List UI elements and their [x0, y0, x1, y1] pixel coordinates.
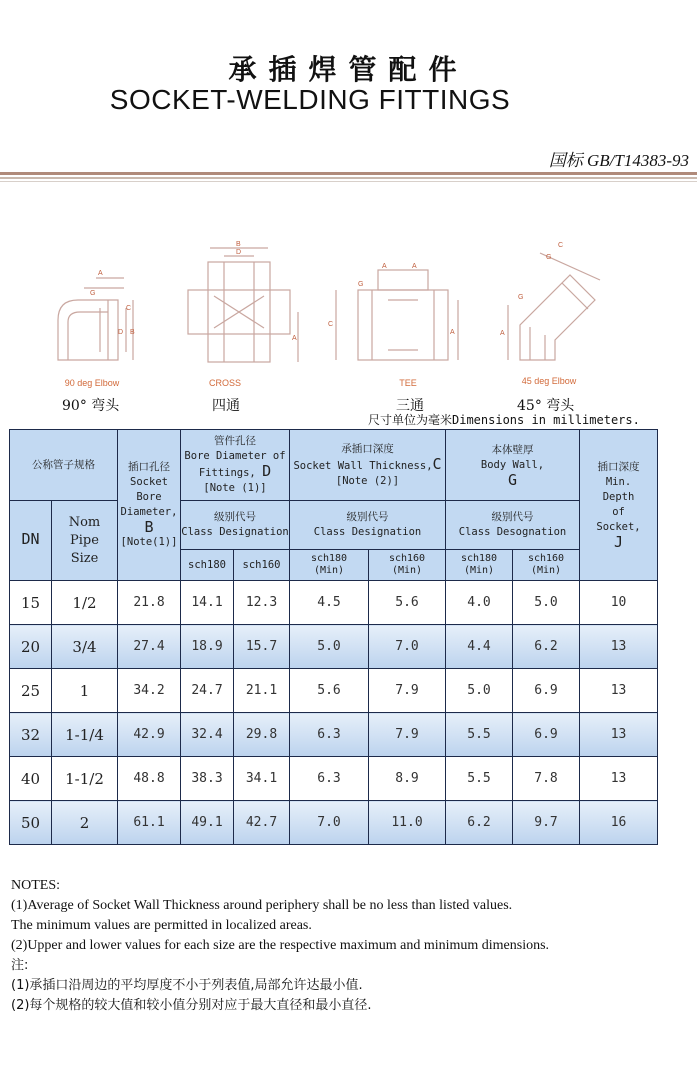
- svg-text:G: G: [90, 290, 96, 297]
- header-divider: [0, 172, 697, 175]
- table-row: [10, 801, 658, 845]
- table-row: [10, 625, 658, 669]
- table-cell: 40: [10, 757, 52, 801]
- table-cell: 34.2: [118, 669, 181, 713]
- header-body-wall: 本体壁厚 Body Wall, G: [446, 430, 580, 501]
- header-sch160: sch160: [234, 550, 290, 581]
- table-cell: 7.9: [369, 669, 446, 713]
- header-sch160-min: sch160 (Min): [369, 550, 446, 581]
- table-cell: 1/2: [52, 581, 118, 625]
- fig-label-elbow-90: 90 deg Elbow: [64, 378, 120, 388]
- fig-label-cross: CROSS: [208, 378, 241, 388]
- table-row: [10, 757, 658, 801]
- table-cell: 32: [10, 713, 52, 757]
- table-cell: 7.9: [369, 713, 446, 757]
- table-cell: 6.9: [513, 713, 580, 757]
- table-cell: 32.4: [181, 713, 234, 757]
- svg-text:A: A: [382, 263, 387, 270]
- header-sch180-min: sch180 (Min): [290, 550, 369, 581]
- table-cell: 34.1: [234, 757, 290, 801]
- table-row: [10, 713, 658, 757]
- elbow-45-drawing: [500, 235, 610, 370]
- header-sch180: sch180: [181, 550, 234, 581]
- header-socket-bore: 插口孔径 Socket Bore Diameter, B [Note(1)]: [118, 430, 181, 581]
- table-cell: 13: [580, 757, 658, 801]
- table-cell: 4.4: [446, 625, 513, 669]
- table-cell: 48.8: [118, 757, 181, 801]
- table-cell: 42.7: [234, 801, 290, 845]
- header-nps: Nom Pipe Size: [52, 501, 118, 581]
- fig-label-elbow-45: 45 deg Elbow: [521, 376, 577, 386]
- caption-cross: 四通: [212, 398, 240, 414]
- header-class-fitting: 级别代号 Class Designation: [181, 501, 290, 550]
- table-cell: 6.2: [513, 625, 580, 669]
- table-cell: 6.9: [513, 669, 580, 713]
- table-cell: 21.1: [234, 669, 290, 713]
- header-class-wall: 级别代号 Class Designation: [290, 501, 446, 550]
- note-line-cn: (2)每个规格的较大值和较小值分别对应于最大直径和最小直径.: [11, 998, 372, 1013]
- svg-text:G: G: [546, 254, 552, 261]
- table-cell: 61.1: [118, 801, 181, 845]
- table-row: [10, 669, 658, 713]
- table-cell: 1: [52, 669, 118, 713]
- table-cell: 20: [10, 625, 52, 669]
- table-cell: 9.7: [513, 801, 580, 845]
- note-line-cn: (1)承插口沿周边的平均厚度不小于列表值,局部允许达最小值.: [11, 978, 363, 993]
- table-cell: 4.5: [290, 581, 369, 625]
- tee-drawing: [328, 260, 468, 370]
- table-cell: 12.3: [234, 581, 290, 625]
- table-cell: 5.0: [513, 581, 580, 625]
- table-cell: 5.0: [290, 625, 369, 669]
- table-cell: 13: [580, 625, 658, 669]
- table-cell: 13: [580, 713, 658, 757]
- note-line: (1)Average of Socket Wall Thickness around periphery shall be no less than listed values.: [11, 898, 513, 913]
- svg-text:C: C: [126, 305, 132, 312]
- svg-text:A: A: [500, 330, 505, 337]
- title-en: SOCKET-WELDING FITTINGS: [109, 84, 511, 115]
- header-sch180-min: sch180 (Min): [446, 550, 513, 581]
- caption-elbow-90: 90° 弯头: [62, 398, 120, 414]
- table-cell: 5.0: [446, 669, 513, 713]
- header-socket-depth: 插口深度 Min. Depth of Socket, J: [580, 430, 658, 581]
- table-cell: 3/4: [52, 625, 118, 669]
- table-cell: 49.1: [181, 801, 234, 845]
- svg-text:D: D: [118, 329, 124, 336]
- header-dn: DN: [10, 501, 52, 581]
- table-row: [10, 581, 658, 625]
- svg-text:B: B: [130, 329, 135, 336]
- header-divider: [0, 177, 697, 179]
- svg-text:C: C: [558, 242, 564, 249]
- fittings-illustrations: [0, 230, 697, 390]
- table-cell: 6.3: [290, 757, 369, 801]
- svg-text:A: A: [450, 329, 455, 336]
- header-socket-wall: 承插口深度 Socket Wall Thickness,C [Note (2)]: [290, 430, 446, 501]
- cross-drawing: [180, 240, 310, 370]
- table-cell: 5.6: [369, 581, 446, 625]
- table-cell: 5.5: [446, 713, 513, 757]
- header-divider: [0, 181, 697, 182]
- table-cell: 8.9: [369, 757, 446, 801]
- table-cell: 7.0: [369, 625, 446, 669]
- table-cell: 50: [10, 801, 52, 845]
- svg-text:A: A: [412, 263, 417, 270]
- table-cell: 5.5: [446, 757, 513, 801]
- dimensions-note: 尺寸单位为毫米Dimensions in millimeters.: [368, 413, 640, 427]
- elbow-90-drawing: [38, 260, 168, 370]
- caption-tee: 三通: [396, 398, 424, 414]
- header-fitting-bore: 管件孔径 Bore Diameter of Fittings, D [Note (1)]: [181, 430, 290, 501]
- table-cell: 18.9: [181, 625, 234, 669]
- table-cell: 16: [580, 801, 658, 845]
- table-cell: 15.7: [234, 625, 290, 669]
- header-sch160-min: sch160 (Min): [513, 550, 580, 581]
- standard-label: 国标 GB/T14383-93: [548, 151, 689, 170]
- title-cn: 承插焊管配件: [228, 53, 469, 86]
- table-cell: 29.8: [234, 713, 290, 757]
- table-cell: 14.1: [181, 581, 234, 625]
- svg-text:A: A: [98, 270, 103, 277]
- header-nominal-size: 公称管子规格: [10, 430, 118, 501]
- svg-text:B: B: [236, 241, 241, 248]
- table-cell: 2: [52, 801, 118, 845]
- table-cell: 6.2: [446, 801, 513, 845]
- spec-table: [9, 429, 658, 845]
- table-cell: 38.3: [181, 757, 234, 801]
- table-cell: 4.0: [446, 581, 513, 625]
- notes: [11, 876, 549, 1016]
- note-line: The minimum values are permitted in localized areas.: [11, 918, 312, 933]
- table-cell: 21.8: [118, 581, 181, 625]
- svg-text:D: D: [236, 249, 242, 256]
- svg-text:G: G: [518, 294, 524, 301]
- fig-label-tee: TEE: [399, 378, 417, 388]
- svg-text:A: A: [292, 335, 297, 342]
- table-cell: 13: [580, 669, 658, 713]
- svg-text:C: C: [328, 321, 334, 328]
- table-cell: 6.3: [290, 713, 369, 757]
- table-cell: 15: [10, 581, 52, 625]
- note-line: (2)Upper and lower values for each size are the respective maximum and minimum dimensions.: [11, 938, 550, 953]
- table-cell: 10: [580, 581, 658, 625]
- header-class-body: 级别代号 Class Desognation: [446, 501, 580, 550]
- notes-heading: NOTES:: [11, 878, 60, 893]
- caption-elbow-45: 45° 弯头: [517, 398, 575, 414]
- table-cell: 27.4: [118, 625, 181, 669]
- table-cell: 5.6: [290, 669, 369, 713]
- table-cell: 42.9: [118, 713, 181, 757]
- notes-heading-cn: 注:: [11, 958, 29, 973]
- table-cell: 11.0: [369, 801, 446, 845]
- table-cell: 1-1/4: [52, 713, 118, 757]
- table-cell: 24.7: [181, 669, 234, 713]
- table-cell: 25: [10, 669, 52, 713]
- svg-text:G: G: [358, 281, 364, 288]
- table-cell: 7.8: [513, 757, 580, 801]
- table-cell: 1-1/2: [52, 757, 118, 801]
- table-cell: 7.0: [290, 801, 369, 845]
